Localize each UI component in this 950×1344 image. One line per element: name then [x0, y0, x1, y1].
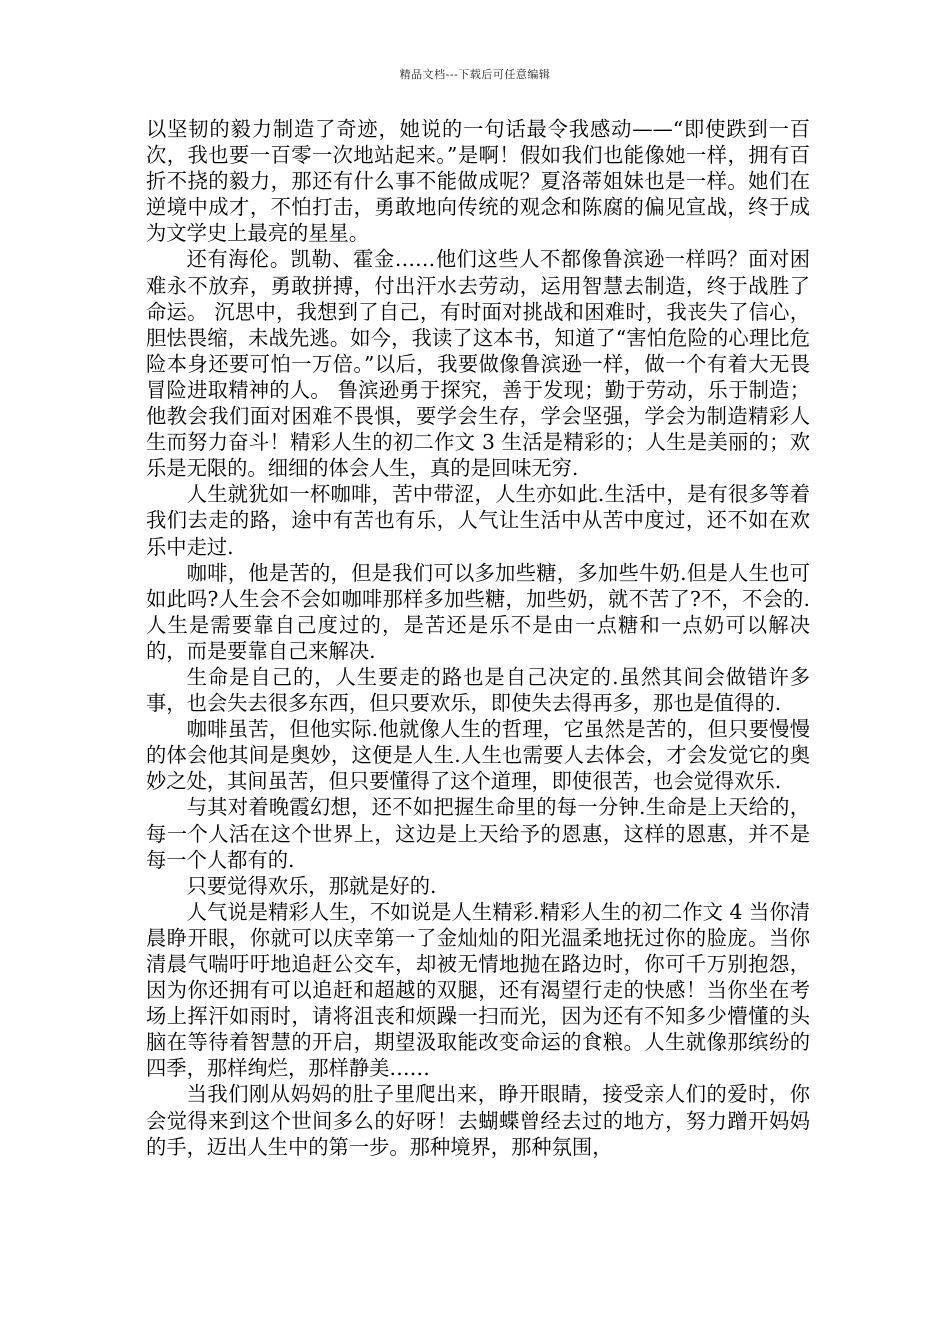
document-body	[146, 116, 810, 1160]
paragraph: 咖啡，他是苦的，但是我们可以多加些糖，多加些牛奶.但是人生也可如此吗?人生会不会如咖啡那样多加些糖，加些奶，就不苦了?不，不会的.人生是需要靠自己度过的，是苦还是乐不是由一点糖和一点奶可以解决的，而是要靠自己来解决.	[146, 560, 810, 663]
paragraph: 只要觉得欢乐，那就是好的.	[186, 873, 437, 898]
paragraph: 以坚韧的毅力制造了奇迹，她说的一句话最令我感动——“即使跌到一百次，我也要一百零一次地站起来。”是啊！假如我们也能像她一样，拥有百折不挠的毅力，那还有什么事不能做成呢？夏洛蒂姐妹也是一样。她们在逆境中成才，不怕打击，勇敢地向传统的观念和陈腐的偏见宣战，终于成为文学史上最亮的星星。	[146, 117, 810, 246]
paragraph: 咖啡虽苦，但他实际.他就像人生的哲理，它虽然是苦的，但只要慢慢的体会他其间是奥妙，这便是人生.人生也需要人去体会，才会发觉它的奥妙之处，其间虽苦，但只要懂得了这个道理，即使很苦，也会觉得欢乐.	[146, 717, 810, 794]
paragraph: 人生就犹如一杯咖啡，苦中带涩，人生亦如此.生活中，是有很多等着我们去走的路，途中有苦也有乐，人气让生活中从苦中度过，还不如在欢乐中走过.	[146, 482, 810, 559]
paragraph: 人气说是精彩人生，不如说是人生精彩.精彩人生的初二作文 4 当你清晨睁开眼，你就可以庆幸第一了金灿灿的阳光温柔地抚过你的脸庞。当你清晨气喘吁吁地追赶公交车，却被无情地抛在路边时，你可千万别抱怨，因为你还拥有可以追赶和超越的双腿，还有渴望行走的快感！当你坐在考场上挥汗如雨时，请将沮丧和烦躁一扫而光，因为还有不知多少懵懂的头脑在等待着智慧的开启，期望汲取能改变命运的食粮。人生就像那缤纷的四季，那样绚烂，那样静美……	[146, 899, 810, 1081]
paragraph: 当我们刚从妈妈的肚子里爬出来，睁开眼睛，接受亲人们的爱时，你会觉得来到这个世间多么的好呀！去蝴蝶曾经去过的地方，努力蹭开妈妈的手，迈出人生中的第一步。那种境界，那种氛围，	[146, 1082, 810, 1159]
paragraph: 还有海伦。凯勒、霍金……他们这些人不都像鲁滨逊一样吗？面对困难永不放弃，勇敢拼搏，付出汗水去劳动，运用智慧去制造，终于战胜了命运。 沉思中，我想到了自己，有时面对挑战和困难时，我丧失了信心，胆怯畏缩，未战先逃。如今，我读了这本书，知道了“害怕危险的心理比危险本身还要可怕一万倍。”以后，我要做像鲁滨逊一样，做一个有着大无畏冒险进取精神的人。 鲁滨逊勇于探究，善于发现；勤于劳动，乐于制造；他教会我们面对困难不畏惧，要学会生存，学会坚强，学会为制造精彩人生而努力奋斗！精彩人生的初二作文 3 生活是精彩的；人生是美丽的；欢乐是无限的。细细的体会人生，真的是回味无穷.	[146, 247, 810, 481]
paragraph: 与其对着晚霞幻想，还不如把握生命里的每一分钟.生命是上天给的，每一个人活在这个世界上，这边是上天给予的恩惠，这样的恩惠，并不是每一个人都有的.	[146, 795, 810, 872]
paragraph: 生命是自己的，人生要走的路也是自己决定的.虽然其间会做错许多事，也会失去很多东西，但只要欢乐，即使失去得再多，那也是值得的.	[146, 664, 810, 716]
page-header: 精品文档---下载后可任意编辑	[399, 68, 551, 81]
